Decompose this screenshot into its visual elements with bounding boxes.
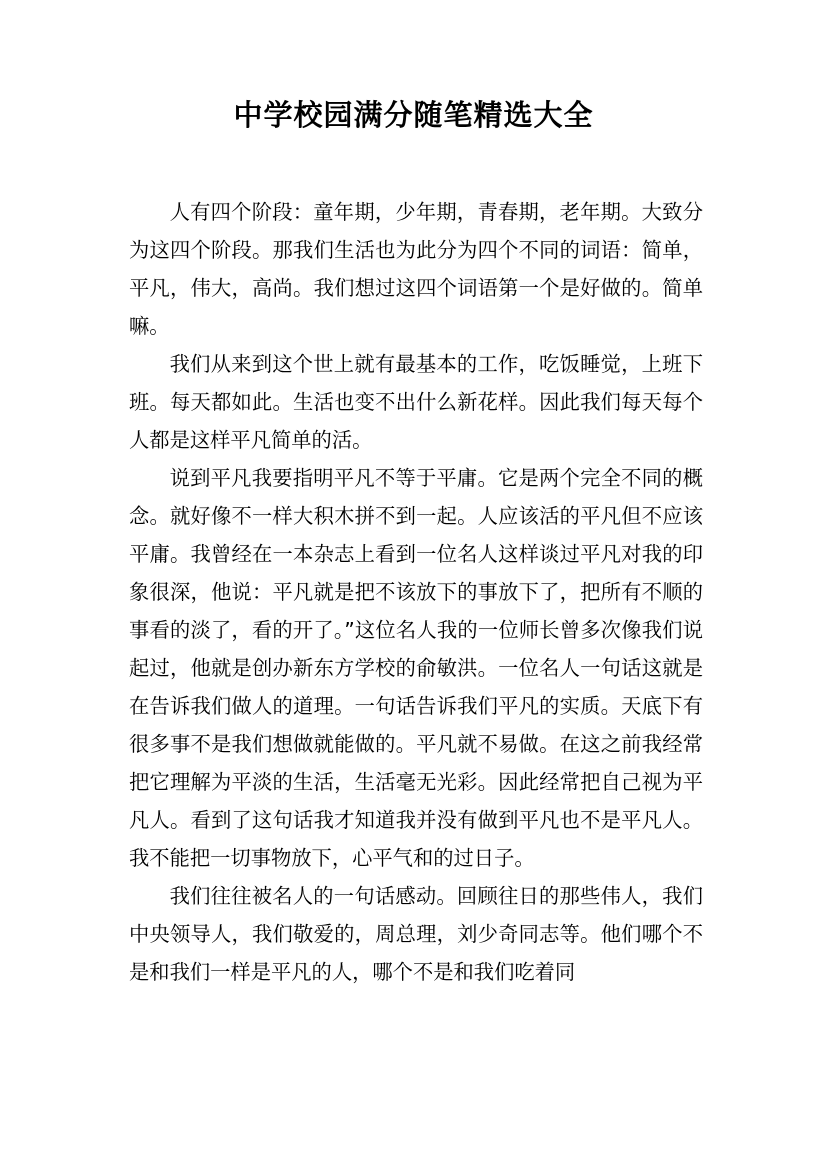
paragraph-3: 说到平凡我要指明平凡不等于平庸。它是两个完全不同的概念。就好像不一样大积木拼不到一起。人应该活的平凡但不应该平庸。我曾经在一本杂志上看到一位名人这样谈过平凡对我的印象很深，他说：平凡就是把不该放下的事放下了，把所有不顺的事看的淡了，看的开了。”这位名人我的一位师长曾多次像我们说起过，他就是创办新东方学校的俞敏洪。一位名人一句话这就是在告诉我们做人的道理。一句话告诉我们平凡的实质。天底下有很多事不是我们想做就能做的。平凡就不易做。在这之前我经常把它理解为平淡的生活，生活毫无光彩。因此经常把自己视为平凡人。看到了这句话我才知道我并没有做到平凡也不是平凡人。我不能把一切事物放下，心平气和的过日子。 [129,466,703,870]
document-body [129,193,703,991]
paragraph-2: 我们从来到这个世上就有最基本的工作，吃饭睡觉，上班下班。每天都如此。生活也变不出什么新花样。因此我们每天每个人都是这样平凡简单的活。 [129,352,703,452]
paragraph-4: 我们往往被名人的一句话感动。回顾往日的那些伟人，我们中央领导人，我们敬爱的，周总理，刘少奇同志等。他们哪个不是和我们一样是平凡的人，哪个不是和我们吃着同 [129,884,703,984]
paragraph-1: 人有四个阶段：童年期，少年期，青春期，老年期。大致分为这四个阶段。那我们生活也为此分为四个不同的词语：简单，平凡，伟大，高尚。我们想过这四个词语第一个是好做的。简单嘛。 [129,200,703,338]
document-title: 中学校园满分随笔精选大全 [233,98,594,132]
